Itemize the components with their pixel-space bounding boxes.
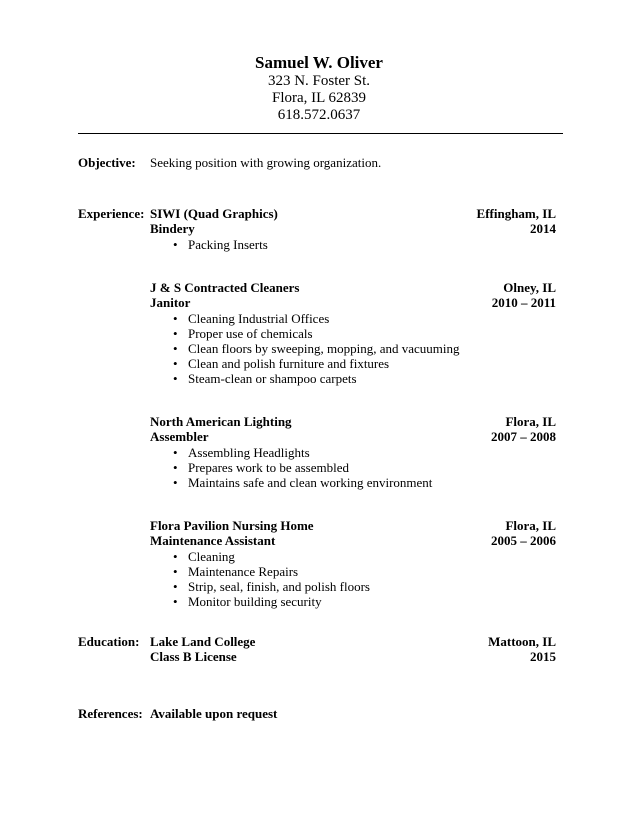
job-company: Flora Pavilion Nursing Home [150, 518, 314, 533]
job-duty: • Cleaning [150, 549, 556, 564]
education-school-row [150, 634, 556, 649]
experience-label: Experience: [78, 206, 145, 221]
job-duty: • Clean and polish furniture and fixtures [150, 356, 556, 371]
references-text: Available upon request [150, 706, 278, 721]
job-location: Olney, IL [503, 280, 556, 295]
phone-number: 618.572.0637 [277, 107, 361, 123]
city-state-zip: Flora, IL 62839 [271, 90, 366, 106]
education-body [150, 634, 556, 664]
job-duty: • Strip, seal, finish, and polish floors [150, 579, 556, 594]
job-title: Bindery [150, 221, 195, 236]
job-entry [150, 518, 556, 609]
job-duty: • Monitor building security [150, 594, 556, 609]
job-title-row [150, 221, 556, 236]
education-label: Education: [78, 634, 140, 649]
job-location: Effingham, IL [476, 206, 556, 221]
job-duty: • Prepares work to be assembled [150, 460, 556, 475]
job-company-row [150, 414, 556, 429]
job-duty: • Assembling Headlights [150, 445, 556, 460]
job-entry [150, 206, 556, 252]
job-title: Maintenance Assistant [150, 533, 276, 548]
education-school: Lake Land College [150, 634, 256, 649]
job-company-row [150, 206, 556, 221]
job-company: SIWI (Quad Graphics) [150, 206, 278, 221]
job-title: Janitor [150, 295, 191, 310]
job-title-row [150, 429, 556, 444]
experience-body [150, 206, 556, 609]
objective-text: Seeking position with growing organization. [150, 155, 382, 170]
job-title-row [150, 295, 556, 310]
education-credential: Class B License [150, 649, 237, 664]
job-location: Flora, IL [505, 414, 556, 429]
education-location: Mattoon, IL [488, 634, 556, 649]
job-duty: • Steam-clean or shampoo carpets [150, 371, 556, 386]
job-duties-list [150, 549, 556, 609]
objective-label: Objective: [78, 155, 136, 170]
job-company-row [150, 518, 556, 533]
education-year: 2015 [530, 649, 556, 664]
street-address: 323 N. Foster St. [267, 73, 371, 89]
job-entry [150, 280, 556, 386]
job-dates: 2007 – 2008 [491, 429, 556, 444]
job-title: Assembler [150, 429, 209, 444]
references-label: References: [78, 706, 143, 721]
job-duty: • Clean floors by sweeping, mopping, and vacuuming [150, 341, 556, 356]
job-duty: • Proper use of chemicals [150, 326, 556, 341]
job-duty: • Cleaning Industrial Offices [150, 311, 556, 326]
job-duties-list [150, 445, 556, 490]
job-title-row [150, 533, 556, 548]
job-entry [150, 414, 556, 490]
job-duties-list [150, 311, 556, 386]
job-duty: • Maintenance Repairs [150, 564, 556, 579]
job-dates: 2014 [530, 221, 556, 236]
job-company-row [150, 280, 556, 295]
applicant-name: Samuel W. Oliver [255, 53, 383, 72]
job-location: Flora, IL [505, 518, 556, 533]
education-credential-row [150, 649, 556, 664]
job-company: North American Lighting [150, 414, 292, 429]
job-dates: 2010 – 2011 [491, 295, 556, 310]
job-duties-list [150, 237, 556, 252]
header-divider [78, 133, 563, 134]
job-dates: 2005 – 2006 [491, 533, 556, 548]
job-duty: • Packing Inserts [150, 237, 556, 252]
job-company: J & S Contracted Cleaners [150, 280, 300, 295]
job-duty: • Maintains safe and clean working environment [150, 475, 556, 490]
resume-header [0, 52, 638, 124]
